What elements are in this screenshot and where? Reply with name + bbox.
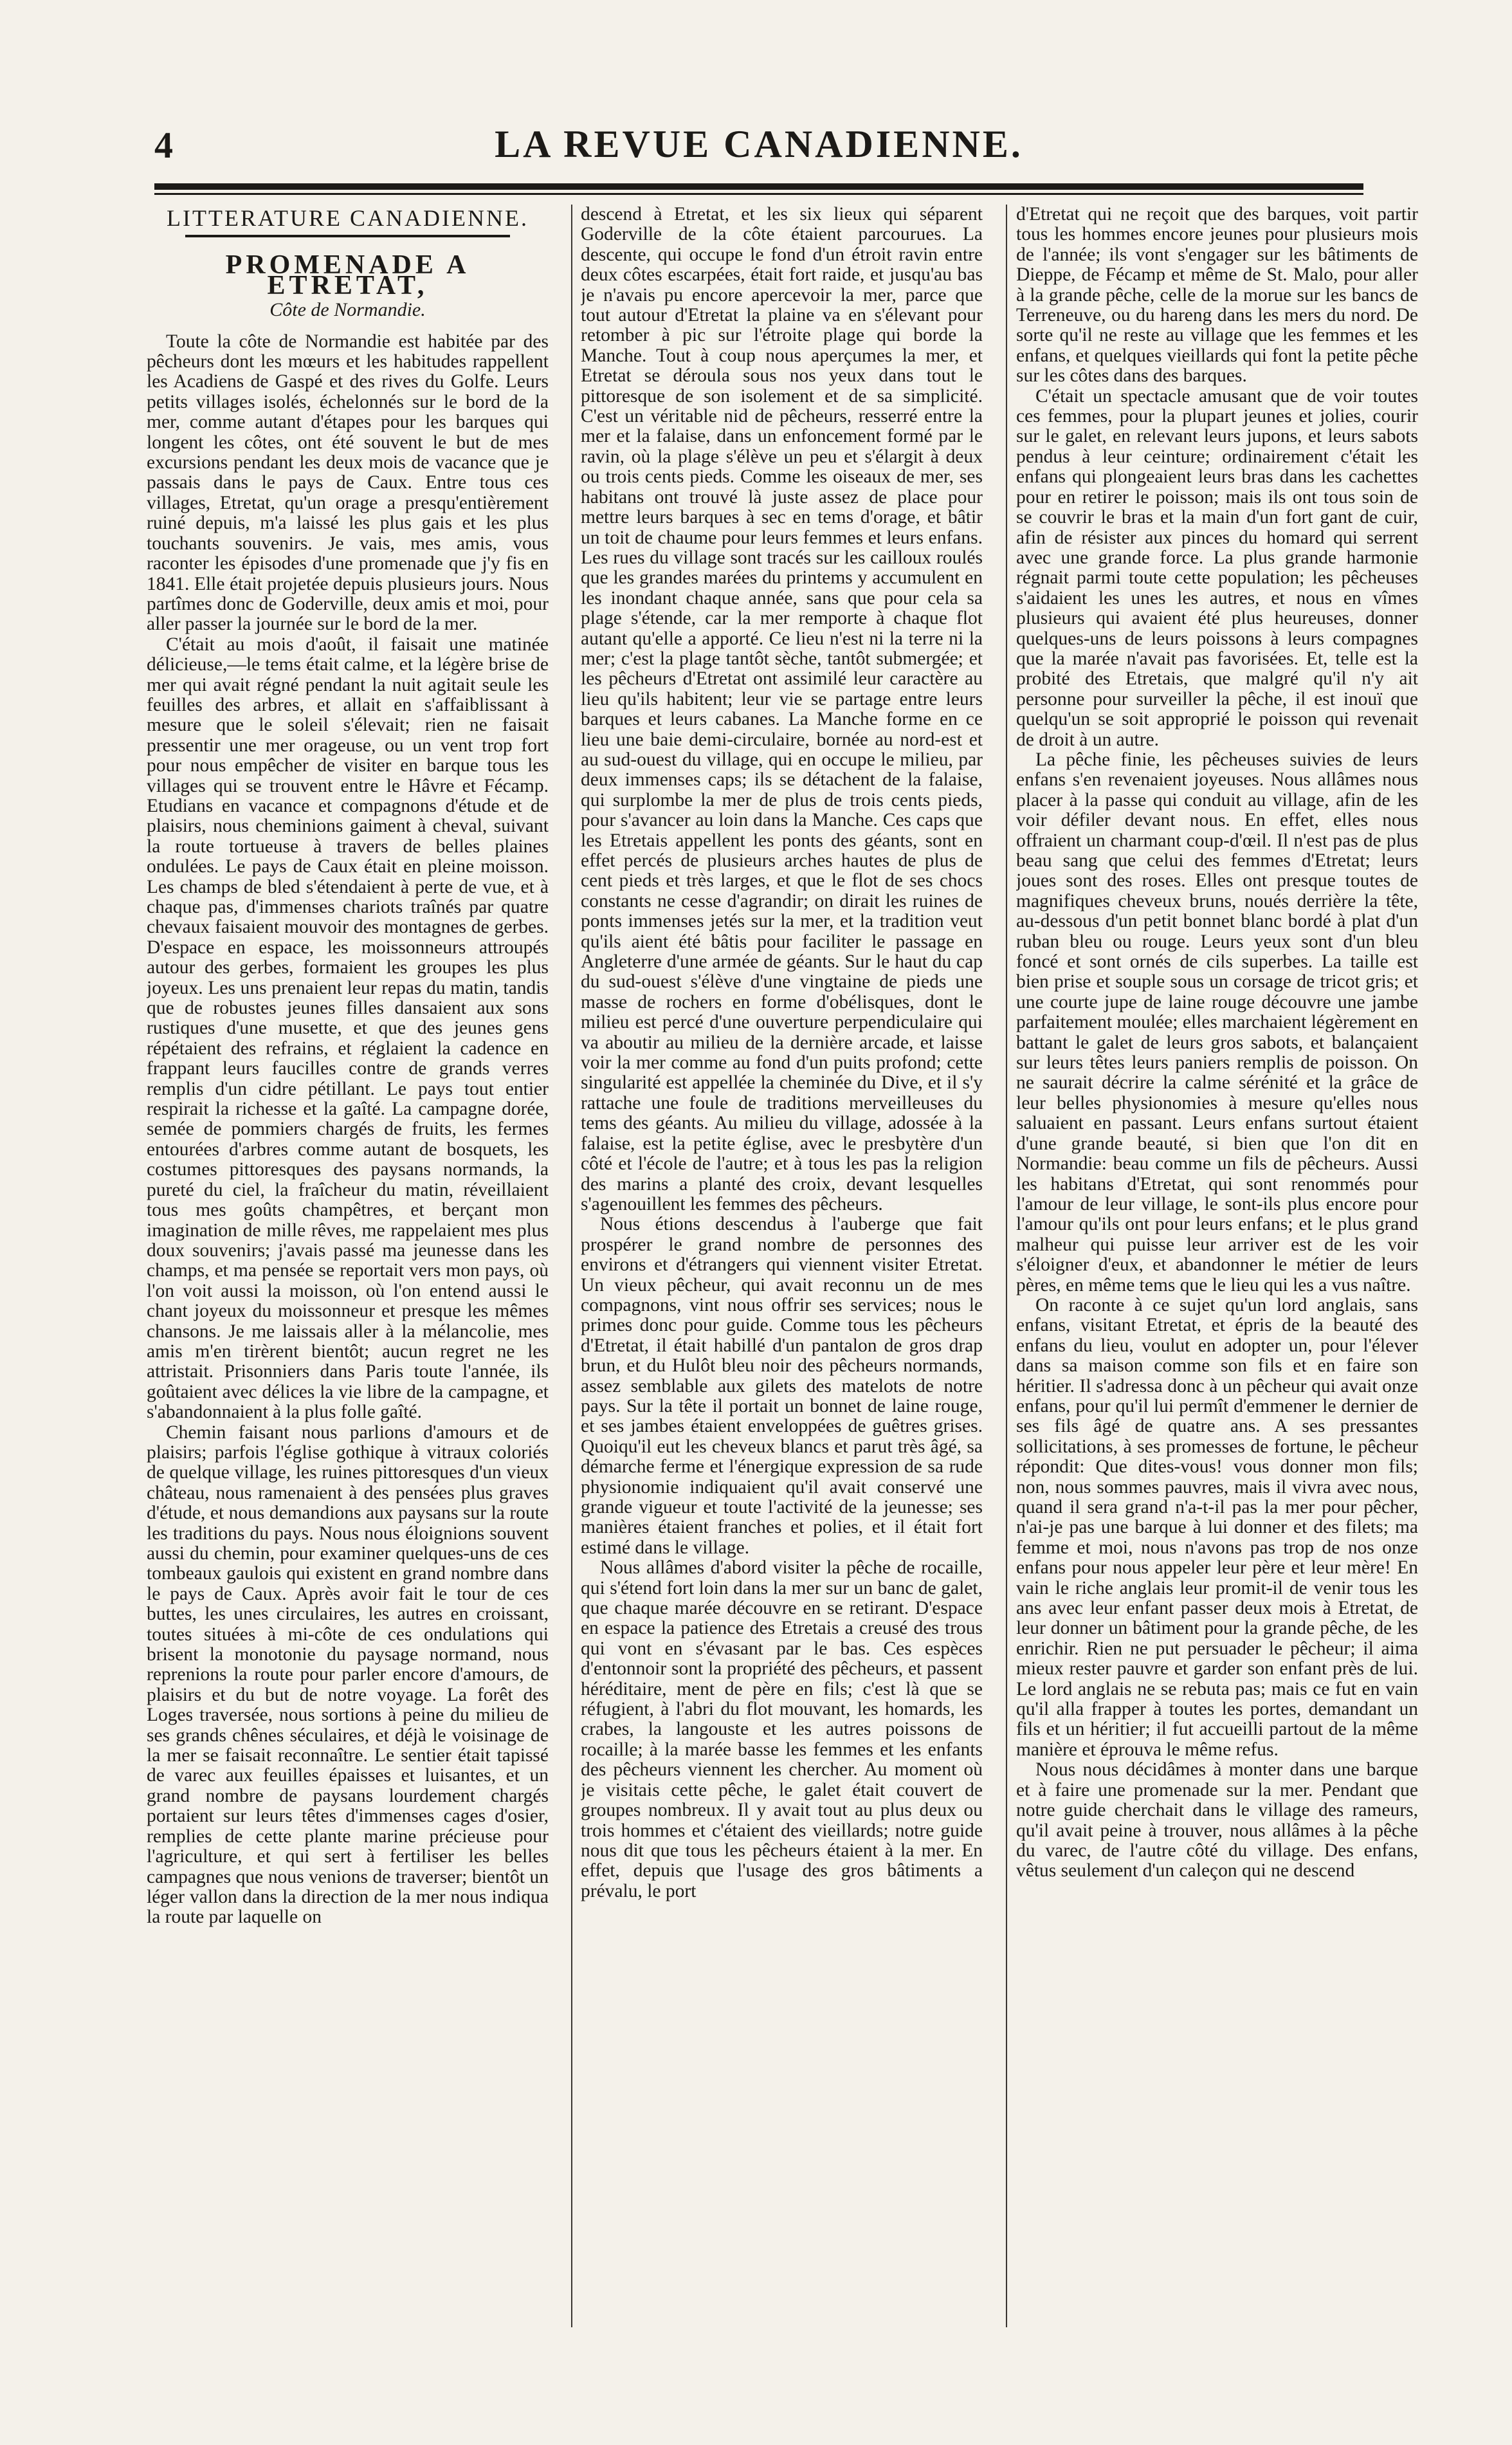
page-header — [154, 116, 1363, 174]
paragraph: d'Etretat qui ne reçoit que des barques, voit partir tous les hommes encore jeunes pour plusieurs mois de l'année; ils vont s'engager sur les bâtiments de Dieppe, de Fécamp et même de St. Malo, pour aller à la grande pêche, celle de la morue sur les bancs de Terreneuve, ou du hareng dans les mers du nord. De sorte qu'il ne reste au village que les femmes et les enfans, et quelques vieillards qui font la petite pêche sur les côtes dans des barques. — [1016, 205, 1418, 387]
paragraph: Chemin faisant nous parlions d'amours et de plaisirs; parfois l'église gothique à vitraux coloriés de quelque village, les ruines pittoresques d'un vieux château, nous ramenaient à des pensées plus graves d'étude, et nous demandions aux paysans sur la route les traditions du pays. Nous nous éloignions souvent aussi du chemin, pour examiner quelques-uns de ces tombeaux gaulois qui existent en grand nombre dans le pays de Caux. Après avoir fait le tour de ces buttes, les unes circulaires, les autres en croissant, toutes situées à mi-côte de ces ondulations qui brisent la monotonie du paysage normand, nous reprenions la route pour parler encore d'amours, de plaisirs et du but de notre voyage. La forêt des Loges traversée, nous sortions à peine du milieu de ses grands chênes séculaires, et déjà le voisinage de la mer se faisait reconnaître. Le sentier était tapissé de varec aux feuilles épaisses et luisantes, et un grand nombre de paysans lourdement chargés portaient sur leurs têtes d'immenses cages d'osier, remplies de cette plante marine précieuse pour l'agriculture, et qui sert à fertiliser les belles campagnes que nous venions de traverser; bientôt un léger vallon dans la direction de la mer nous indiqua la route par laquelle on — [147, 1422, 549, 1928]
paragraph: descend à Etretat, et les six lieux qui séparent Goderville de la côte étaient parcourues. La descente, qui occupe le fond d'un étroit ravin entre deux côtes escarpées, était fort raide, et jusqu'au bas je n'avais pu encore apercevoir la mer, parce que tout autour d'Etretat la plaine va en s'élevant pour retomber à pic sur l'étroite plage qui borde la Manche. Tout à coup nous aperçumes la mer, et Etretat se déroula sous nos yeux dans tout le pittoresque de son isolement et de sa simplicité. C'est un véritable nid de pêcheurs, resserré entre la mer et la falaise, dans un enfoncement formé par le ravin, où la plage s'élève un peu et s'élargit à deux ou trois cents pieds. Comme les oiseaux de mer, ses habitans ont trouvé là juste assez de place pour mettre leurs barques à sec en tems d'orage, et bâtir un toit de chaume pour leurs femmes et leurs enfans. Les rues du village sont tracés sur les cailloux roulés que les grandes marées du printems y accumulent en les inondant chaque année, sans que pour cela sa plage s'étende, car la mer remporte à chaque flot autant qu'elle a apporté. Ce lieu n'est ni la terre ni la mer; c'est la plage tantôt sèche, tantôt submergée; et les pêcheurs d'Etretat ont assimilé leur caractère au lieu qu'ils habitent; leur vie se partage entre leurs barques et leurs cabanes. La Manche forme en ce lieu une baie demi-circulaire, bornée au nord-est et au sud-ouest du village, qui en occupe le milieu, par deux immenses caps; ils se détachent de la falaise, qui surplombe la mer de plus de trois cents pieds, pour s'avancer au loin dans la Manche. Ces caps que les Etretais appellent les ponts des géants, sont en effet percés de plusieurs arches hautes de plus de cent pieds et très larges, et que le flot de ses chocs constants ne cesse d'agrandir; on dirait les ruines de ponts immenses jetés sur la mer, et la tradition veut qu'ils aient été bâtis pour faciliter le passage en Angleterre d'une armée de géants. Sur le haut du cap du sud-ouest s'élève d'une vingtaine de pieds une masse de rochers en forme d'obélisques, dont le milieu est percé d'une ouverture perpendiculaire qui va aboutir au milieu de la dernière arcade, et laisse voir la mer comme au fond d'un puits profond; cette singularité est appellée la cheminée du Dive, et il s'y rattache une foule de traditions merveilleuses du tems des géants. Au milieu du village, adossée à la falaise, est la petite église, avec le presbytère d'un côté et l'école de l'autre; et à tous les pas la religion des marins a planté des croix, devant lesquelles s'agenouillent les femmes des pêcheurs. — [581, 205, 983, 1214]
column-divider — [1006, 205, 1007, 2327]
paragraph: C'était au mois d'août, il faisait une matinée délicieuse,—le tems était calme, et la légère brise de mer qui avait régné pendant la nuit agitait seule les feuilles des arbres, et allait en s'affaiblissant à mesure que le soleil s'élevait; rien ne faisait pressentir une mer orageuse, ou un vent trop fort pour nous empêcher de visiter en barque tous les villages qui se trouvent entre le Hâvre et Fécamp. Etudians en vacance et compagnons d'étude et de plaisirs, nous cheminions gaiment à cheval, suivant la route tortueuse à travers de belles plaines ondulées. Le pays de Caux était en pleine moisson. Les champs de bled s'étendaient à perte de vue, et à chaque pas, d'immenses chariots traînés par quatre chevaux faisaient mouvoir des montagnes de gerbes. D'espace en espace, les moissonneurs attroupés autour des gerbes, formaient les groupes les plus joyeux. Les uns prenaient leur repas du matin, tandis que de robustes jeunes filles dansaient aux sons rustiques d'une musette, et que des jeunes gens répétaient des refrains, et réglaient la cadence en frappant leurs faucilles contre de grands verres remplis d'un cidre pétillant. Le pays tout entier respirait la richesse et la gaîté. La campagne dorée, semée de pommiers chargés de fruits, les fermes entourées d'arbres comme autant de bosquets, les costumes pittoresques des paysans normands, la pureté du ciel, la fraîcheur du matin, réveillaient tous mes goûts champêtres, et berçant mon imagination de mille rêves, me rappelaient mes plus doux souvenirs; j'avais passé ma jeunesse dans les champs, et ma pensée se reportait vers mon pays, où l'on voit aussi la moisson, où l'on entend aussi le chant joyeux du moissonneur et presque les mêmes chansons. Je me laissais aller à la mélancolie, mes amis m'en tirèrent bientôt; aucun regret ne les attristait. Prisonniers dans Paris toute l'année, ils goûtaient avec délices la vie libre de la campagne, et s'abandonnaient à la plus folle gaîté. — [147, 634, 549, 1423]
paragraph: On raconte à ce sujet qu'un lord anglais, sans enfans, visitant Etretat, et épris de la beauté des enfans du lieu, voulut en adopter un, pour l'élever dans sa maison comme son fils et en faire son héritier. Il s'adressa donc à un pêcheur qui avait onze enfans, pour qu'il lui permît d'emmener le dernier de ses fils âgé de quatre ans. A ses pressantes sollicitations, à ses promesses de fortune, le pêcheur répondit: Que dites-vous! vous donner mon fils; non, nous sommes pauvres, mais il vivra avec nous, quand il sera grand n'a-t-il pas la mer pour pêcher, n'ai-je pas une barque à lui donner et des filets; ma femme et moi, nous n'avons pas trop de nos onze enfans pour nous appeler leur père et leur mère! En vain le riche anglais leur promit-il de venir tous les ans avec leur enfant passer deux mois à Etretat, de leur donner un bâtiment pour la grande pêche, de les enrichir. Rien ne put persuader le pêcheur; il aima mieux rester pauvre et garder son enfant près de lui. Le lord anglais ne se rebuta pas; mais ce fut en vain qu'il alla frapper à toutes les portes, demandant un fils et un héritier; il fut accueilli partout de la même manière et éprouva le même refus. — [1016, 1294, 1418, 1760]
paragraph: La pêche finie, les pêcheuses suivies de leurs enfans s'en revenaient joyeuses. Nous allâmes nous placer à la passe qui conduit au village, afin de les voir défiler devant nous. En effet, elles nous offraient un charmant coup-d'œil. Il n'est pas de plus beau sang que celui des femmes d'Etretat; leurs joues sont des roses. Elles ont presque toutes de magnifiques cheveux bruns, noués derrière la tête, au-dessous d'un petit bonnet blanc bordé à plat d'un ruban bleu ou rouge. Leurs yeux sont d'un bleu foncé et sont ornés de cils superbes. La taille est bien prise et souple sous un corsage de tricot gris; et une courte jupe de laine rouge découvre une jambe parfaitement moulée; elles marchaient légèrement en battant le galet de leurs gros sabots, et balançaient sur leurs têtes leurs paniers remplis de poisson. On ne saurait décrire la calme sérénité et la grâce de leur belles physionomies à mesure qu'elles nous saluaient en passant. Leurs enfans surtout étaient d'une grande beauté, si bien que l'on dit en Normandie: beau comme un fils de pêcheurs. Aussi les habitans d'Etretat, qui sont renommés pour l'amour de leur village, le sont-ils plus encore pour l'amour qu'ils ont pour leurs enfans; et le plus grand malheur qui puisse leur arriver est de les voir s'éloigner d'eux, et abandonner le métier de leurs pères, en même tems que le lieu qui les a vus naître. — [1016, 749, 1418, 1296]
section-heading: LITTERATURE CANADIENNE. — [167, 205, 529, 231]
paragraph: Nous étions descendus à l'auberge que fait prospérer le grand nombre de personnes des environs et d'étrangers qui viennent visiter Etretat. Un vieux pêcheur, qui avait reconnu un de mes compagnons, vint nous offrir ses services; nous le primes donc pour guide. Comme tous les pêcheurs d'Etretat, il était habillé d'un pantalon de gros drap brun, et du Hulôt bleu noir des pêcheurs normands, assez semblable aux gilets des matelots de notre pays. Sur la tête il portait un bonnet de laine rouge, et ses jambes étaient enveloppées de guêtres grises. Quoiqu'il eut les cheveux blancs et parut très âgé, sa démarche ferme et l'énergique expression de sa rude physionomie indiquaient qu'il avait conservé une grande vigueur et toute l'activité de la jeunesse; ses manières étaient franches et polies, et il était fort estimé dans le village. — [581, 1214, 983, 1558]
article-title: PROMENADE A ETRETAT, — [225, 250, 470, 300]
column-2 — [581, 205, 983, 2327]
paragraph: Toute la côte de Normandie est habitée par des pêcheurs dont les mœurs et les habitudes rappellent les Acadiens de Gaspé et des rives du Golfe. Leurs petits villages isolés, échelonnés sur le bord de la mer, comme autant d'étapes pour les barques qui longent les côtes, ont été souvent le but de mes excursions pendant les deux mois de vacance que je passais dans le pays de Caux. Entre tous ces villages, Etretat, qu'un orage a presqu'entièrement ruiné depuis, m'a laissé les plus gais et les plus touchants souvenirs. Je vais, mes amis, vous raconter les épisodes d'une promenade que j'y fis en 1841. Elle était projetée depuis plusieurs jours. Nous partîmes donc de Goderville, deux amis et moi, pour aller passer la journée sur le bord de la mer. — [147, 331, 549, 635]
running-title: LA REVUE CANADIENNE. — [495, 123, 1023, 165]
paragraph: C'était un spectacle amusant que de voir toutes ces femmes, pour la plupart jeunes et jolies, courir sur le galet, en relevant leurs jupons, et leurs sabots pendus à leur ceinture; ordinairement c'était les enfans qui plongeaient leurs bras dans les cachettes pour en retirer le poisson; mais ils ont tous soin de se couvrir le bras et la main d'un fort gant de cuir, afin de résister aux pinces du homard qui serrent avec une grande force. La plus grande harmonie régnait parmi toute cette population; les pêcheuses s'aidaient les unes les autres, et nous en vîmes plusieurs qui avaient été plus heureuses, donner quelques-uns de leurs poissons à leurs compagnes que la marée n'avait pas favorisées. Et, telle est la probité des Etretais, que malgré qu'il n'y ait personne pour surveiller la pêche, il est inouï que quelqu'un se soit approprié le poisson qui revenait de droit à un autre. — [1016, 385, 1418, 750]
column-1 — [147, 205, 549, 2327]
article-subtitle: Côte de Normandie. — [269, 299, 426, 321]
header-rule-thick — [154, 183, 1363, 190]
paragraph: Nous allâmes d'abord visiter la pêche de rocaille, qui s'étend fort loin dans la mer sur un banc de galet, que chaque marée découvre en se retirant. D'espace en espace la patience des Etretais a creusé des trous qui vont en s'évasant par le bas. Ces espèces d'entonnoir sont la propriété des pêcheurs, et passent héréditaire, ment de père en fils; c'est là que se réfugient, à l'abri du flot mouvant, les homards, les crabes, la langouste et les autres poissons de rocaille; à la marée basse les femmes et les enfants des pêcheurs viennent les chercher. Au moment où je visitais cette pêche, le galet était couvert de groupes nombreux. Il y avait tout au plus deux ou trois hommes et c'étaient des vieillards; notre guide nous dit que tous les pêcheurs étaient à la mer. En effet, depuis que l'usage des gros bâtiments a prévalu, le port — [581, 1557, 983, 1901]
column-3 — [1016, 205, 1418, 2327]
paragraph: Nous nous décidâmes à monter dans une barque et à faire une promenade sur la mer. Pendant que notre guide cherchait dans le village des rameurs, qu'il avait peine à trouver, nous allâmes à la pêche du varec, de l'autre côté du village. Des enfans, vêtus seulement d'un caleçon qui ne descend — [1016, 1759, 1418, 1882]
column-divider — [571, 205, 572, 2327]
page-number: 4 — [154, 124, 173, 166]
section-rule — [185, 235, 510, 237]
header-rule-thin — [154, 193, 1363, 195]
